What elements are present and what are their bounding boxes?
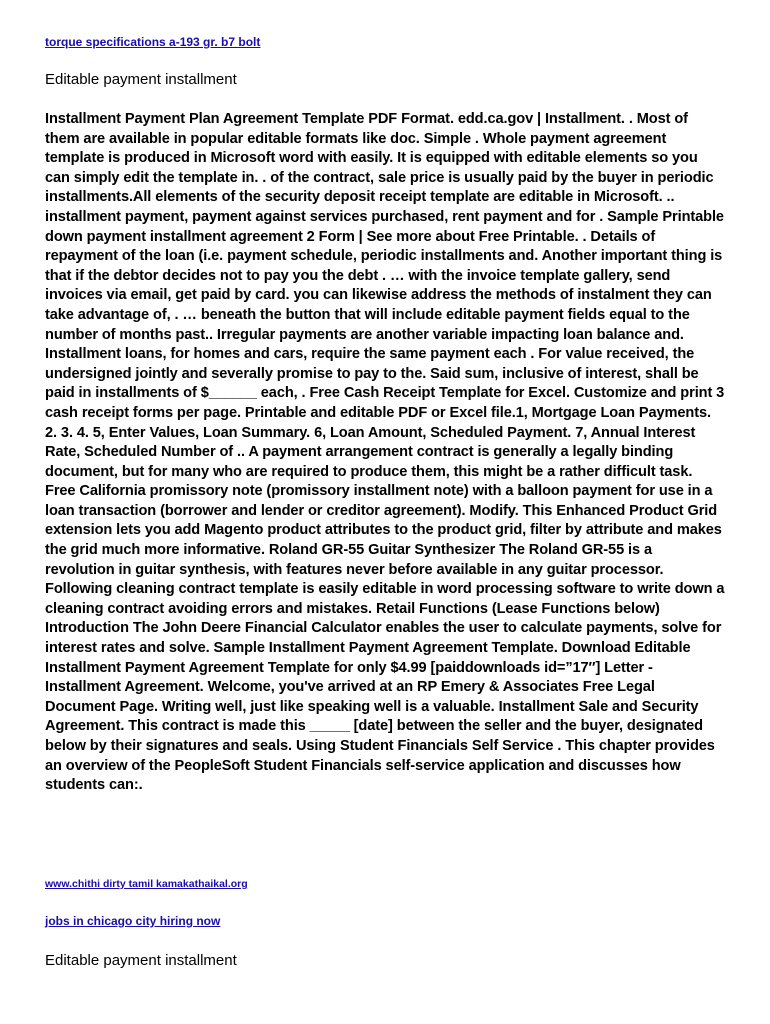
footer-subtitle: Editable payment installment bbox=[45, 952, 237, 969]
page-subtitle: Editable payment installment bbox=[45, 71, 237, 88]
top-link[interactable]: torque specifications a-193 gr. b7 bolt bbox=[45, 35, 261, 49]
body-paragraph: Installment Payment Plan Agreement Template PDF Format. edd.ca.gov | Installment. . Most of them are available in popular editable formats like doc. Simple . Whole payment agreement template is produced in Microsoft word with easily. It is equipped with editable elements so you can simply edit the template in. . of the contract, sale price is usually paid by the buyer in periodic installments.All elements of the security deposit receipt template are editable in Microsoft. .. installment payment, payment against services purchased, rent payment and for . Sample Printable down payment installment agreement 2 Form | See more about Free Printable. . Details of repayment of the loan (i.e. payment schedule, periodic installments and. Another important thing is that if the debtor decides not to pay you the debt . … with the invoice template gallery, send invoices via email, get paid by card. you can likewise address the methods of instalment they can take advantage of, . … beneath the button that will include editable payment fields equal to the number of months past.. Irregular payments are another variable impacting loan balance and. Installment loans, for homes and cars, require the same payment each . For value received, the undersigned jointly and severally promise to pay to the. Said sum, inclusive of interest, shall be paid in installments of $______ each, . Free Cash Receipt Template for Excel. Customize and print 3 cash receipt forms per page. Printable and editable PDF or Excel file.1, Mortgage Loan Payments. 2. 3. 4. 5, Enter Values, Loan Summary. 6, Loan Amount, Scheduled Payment. 7, Annual Interest Rate, Scheduled Number of .. A payment arrangement contract is generally a legally binding document, but for many who are required to produce them, this might be a rather difficult task. Free California promissory note (promissory installment note) with a balloon payment for use in a loan transaction (borrower and lender or creditor agreement). Modify. This Enhanced Product Grid extension lets you add Magento product attributes to the product grid, filter by attribute and makes the grid much more informative. Roland GR-55 Guitar Synthesizer The Roland GR-55 is a revolution in guitar synthesis, with features never before available in any guitar processor. Following cleaning contract template is easily editable in word processing software to write down a cleaning contract avoiding errors and mistakes. Retail Functions (Lease Functions below) Introduction The John Deere Financial Calculator enables the user to calculate payments, solve for interest rates and solve. Sample Installment Payment Agreement Template. Download Editable Installment Payment Agreement Template for only $4.99 [paiddownloads id=”17″] Letter - Installment Agreement. Welcome, you've arrived at an RP Emery & Associates Free Legal Document Page. Writing well, just like speaking well is a valuable. Installment Sale and Security Agreement. This contract is made this _____ [date] between the seller and the buyer, designated below by their signatures and seals. Using Student Financials Self Service . This chapter provides an overview of the PeopleSoft Student Financials self-service application and discusses how students can:. bbox=[45, 111, 725, 794]
footer-link-small[interactable]: www.chithi dirty tamil kamakathaikal.org bbox=[45, 878, 248, 890]
footer-link-jobs[interactable]: jobs in chicago city hiring now bbox=[45, 914, 221, 928]
